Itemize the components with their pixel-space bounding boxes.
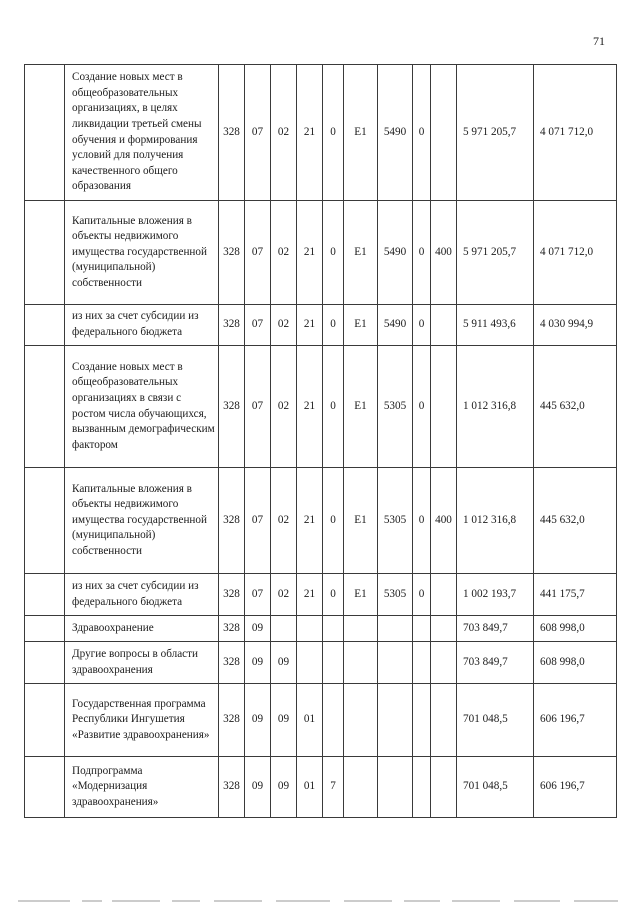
program-code-cell [297, 642, 323, 684]
direction-code-cell: 5490 [378, 201, 413, 305]
amount-year2-cell: 608 998,0 [534, 616, 617, 642]
amount-year1-cell: 5 971 205,7 [457, 201, 534, 305]
project-code-cell [344, 616, 378, 642]
subprogram-code-cell: 7 [323, 757, 344, 818]
ved-code-cell: 328 [219, 65, 245, 201]
subsection-code-cell: 09 [271, 642, 297, 684]
page-number: 71 [593, 34, 605, 48]
section-code-cell: 07 [245, 574, 271, 616]
amount-year1-cell: 5 911 493,6 [457, 305, 534, 346]
table-row [25, 574, 617, 616]
table-row [25, 684, 617, 757]
num-cell [25, 616, 65, 642]
row-name-cell: Здравоохранение [65, 616, 219, 642]
subsection-code-cell: 02 [271, 574, 297, 616]
subsection-code-cell: 09 [271, 757, 297, 818]
section-code-cell: 07 [245, 305, 271, 346]
direction-code-cell [378, 757, 413, 818]
section-code-cell: 07 [245, 65, 271, 201]
num-cell [25, 468, 65, 574]
num-cell [25, 65, 65, 201]
project-code-cell: E1 [344, 65, 378, 201]
amount-year1-cell: 701 048,5 [457, 684, 534, 757]
subprogram-code-cell: 0 [323, 574, 344, 616]
num-cell [25, 574, 65, 616]
project-code-cell: E1 [344, 201, 378, 305]
extra-code-cell: 0 [413, 468, 431, 574]
table-row [25, 305, 617, 346]
subprogram-code-cell: 0 [323, 305, 344, 346]
subsection-code-cell: 09 [271, 684, 297, 757]
section-code-cell: 09 [245, 684, 271, 757]
expense-type-cell [431, 757, 457, 818]
subprogram-code-cell [323, 616, 344, 642]
amount-year2-cell: 4 071 712,0 [534, 201, 617, 305]
ved-code-cell: 328 [219, 684, 245, 757]
extra-code-cell: 0 [413, 346, 431, 468]
project-code-cell: E1 [344, 305, 378, 346]
subsection-code-cell: 02 [271, 346, 297, 468]
program-code-cell: 21 [297, 574, 323, 616]
extra-code-cell [413, 616, 431, 642]
section-code-cell: 09 [245, 757, 271, 818]
program-code-cell: 21 [297, 346, 323, 468]
subsection-code-cell: 02 [271, 201, 297, 305]
section-code-cell: 09 [245, 616, 271, 642]
row-name-cell: Создание новых мест в общеобразовательных организациях, в целях ликвидации третьей смены обучения и формирования условий для получения качественного общего образования [65, 65, 219, 201]
expense-type-cell: 400 [431, 201, 457, 305]
ved-code-cell: 328 [219, 616, 245, 642]
extra-code-cell: 0 [413, 65, 431, 201]
ved-code-cell: 328 [219, 346, 245, 468]
direction-code-cell: 5305 [378, 574, 413, 616]
direction-code-cell [378, 684, 413, 757]
project-code-cell: E1 [344, 468, 378, 574]
amount-year1-cell: 703 849,7 [457, 642, 534, 684]
program-code-cell: 01 [297, 684, 323, 757]
subsection-code-cell: 02 [271, 468, 297, 574]
extra-code-cell [413, 684, 431, 757]
program-code-cell: 21 [297, 305, 323, 346]
amount-year2-cell: 445 632,0 [534, 468, 617, 574]
expense-type-cell [431, 574, 457, 616]
table-row [25, 642, 617, 684]
amount-year2-cell: 608 998,0 [534, 642, 617, 684]
table-row [25, 757, 617, 818]
project-code-cell [344, 757, 378, 818]
table-row [25, 201, 617, 305]
project-code-cell: E1 [344, 574, 378, 616]
amount-year2-cell: 606 196,7 [534, 757, 617, 818]
row-name-cell: Создание новых мест в общеобразовательных организациях в связи с ростом числа обучающихся, вызванным демографическим фактором [65, 346, 219, 468]
direction-code-cell [378, 616, 413, 642]
ved-code-cell: 328 [219, 757, 245, 818]
section-code-cell: 07 [245, 201, 271, 305]
direction-code-cell: 5305 [378, 346, 413, 468]
table-row [25, 616, 617, 642]
project-code-cell: E1 [344, 346, 378, 468]
section-code-cell: 07 [245, 346, 271, 468]
subprogram-code-cell: 0 [323, 65, 344, 201]
num-cell [25, 684, 65, 757]
ved-code-cell: 328 [219, 305, 245, 346]
amount-year2-cell: 4 071 712,0 [534, 65, 617, 201]
extra-code-cell: 0 [413, 574, 431, 616]
expense-type-cell [431, 346, 457, 468]
amount-year1-cell: 1 002 193,7 [457, 574, 534, 616]
table-body [25, 65, 617, 818]
direction-code-cell [378, 642, 413, 684]
num-cell [25, 642, 65, 684]
project-code-cell [344, 642, 378, 684]
direction-code-cell: 5490 [378, 65, 413, 201]
expense-type-cell [431, 65, 457, 201]
amount-year1-cell: 1 012 316,8 [457, 468, 534, 574]
num-cell [25, 757, 65, 818]
program-code-cell [297, 616, 323, 642]
subprogram-code-cell: 0 [323, 468, 344, 574]
section-code-cell: 09 [245, 642, 271, 684]
amount-year2-cell: 4 030 994,9 [534, 305, 617, 346]
num-cell [25, 201, 65, 305]
program-code-cell: 01 [297, 757, 323, 818]
row-name-cell: Капитальные вложения в объекты недвижимого имущества государственной (муниципальной) собственности [65, 468, 219, 574]
table-row [25, 346, 617, 468]
ved-code-cell: 328 [219, 574, 245, 616]
subprogram-code-cell [323, 684, 344, 757]
subprogram-code-cell [323, 642, 344, 684]
table-row [25, 65, 617, 201]
subprogram-code-cell: 0 [323, 346, 344, 468]
expense-type-cell [431, 642, 457, 684]
subsection-code-cell: 02 [271, 65, 297, 201]
num-cell [25, 346, 65, 468]
extra-code-cell: 0 [413, 201, 431, 305]
amount-year1-cell: 701 048,5 [457, 757, 534, 818]
row-name-cell: из них за счет субсидии из федерального бюджета [65, 574, 219, 616]
amount-year2-cell: 445 632,0 [534, 346, 617, 468]
row-name-cell: из них за счет субсидии из федерального бюджета [65, 305, 219, 346]
expense-type-cell [431, 305, 457, 346]
direction-code-cell: 5490 [378, 305, 413, 346]
table-row [25, 468, 617, 574]
subprogram-code-cell: 0 [323, 201, 344, 305]
row-name-cell: Государственная программа Республики Ингушетия «Развитие здравоохранения» [65, 684, 219, 757]
program-code-cell: 21 [297, 468, 323, 574]
amount-year2-cell: 441 175,7 [534, 574, 617, 616]
budget-table [24, 64, 617, 818]
program-code-cell: 21 [297, 65, 323, 201]
amount-year2-cell: 606 196,7 [534, 684, 617, 757]
project-code-cell [344, 684, 378, 757]
row-name-cell: Подпрограмма «Модернизация здравоохранения» [65, 757, 219, 818]
program-code-cell: 21 [297, 201, 323, 305]
num-cell [25, 305, 65, 346]
expense-type-cell [431, 616, 457, 642]
amount-year1-cell: 703 849,7 [457, 616, 534, 642]
ved-code-cell: 328 [219, 201, 245, 305]
expense-type-cell [431, 684, 457, 757]
row-name-cell: Капитальные вложения в объекты недвижимого имущества государственной (муниципальной) собственности [65, 201, 219, 305]
expense-type-cell: 400 [431, 468, 457, 574]
extra-code-cell [413, 757, 431, 818]
extra-code-cell [413, 642, 431, 684]
scan-artifact-line [0, 897, 640, 905]
amount-year1-cell: 1 012 316,8 [457, 346, 534, 468]
ved-code-cell: 328 [219, 642, 245, 684]
extra-code-cell: 0 [413, 305, 431, 346]
amount-year1-cell: 5 971 205,7 [457, 65, 534, 201]
subsection-code-cell: 02 [271, 305, 297, 346]
row-name-cell: Другие вопросы в области здравоохранения [65, 642, 219, 684]
direction-code-cell: 5305 [378, 468, 413, 574]
section-code-cell: 07 [245, 468, 271, 574]
ved-code-cell: 328 [219, 468, 245, 574]
subsection-code-cell [271, 616, 297, 642]
